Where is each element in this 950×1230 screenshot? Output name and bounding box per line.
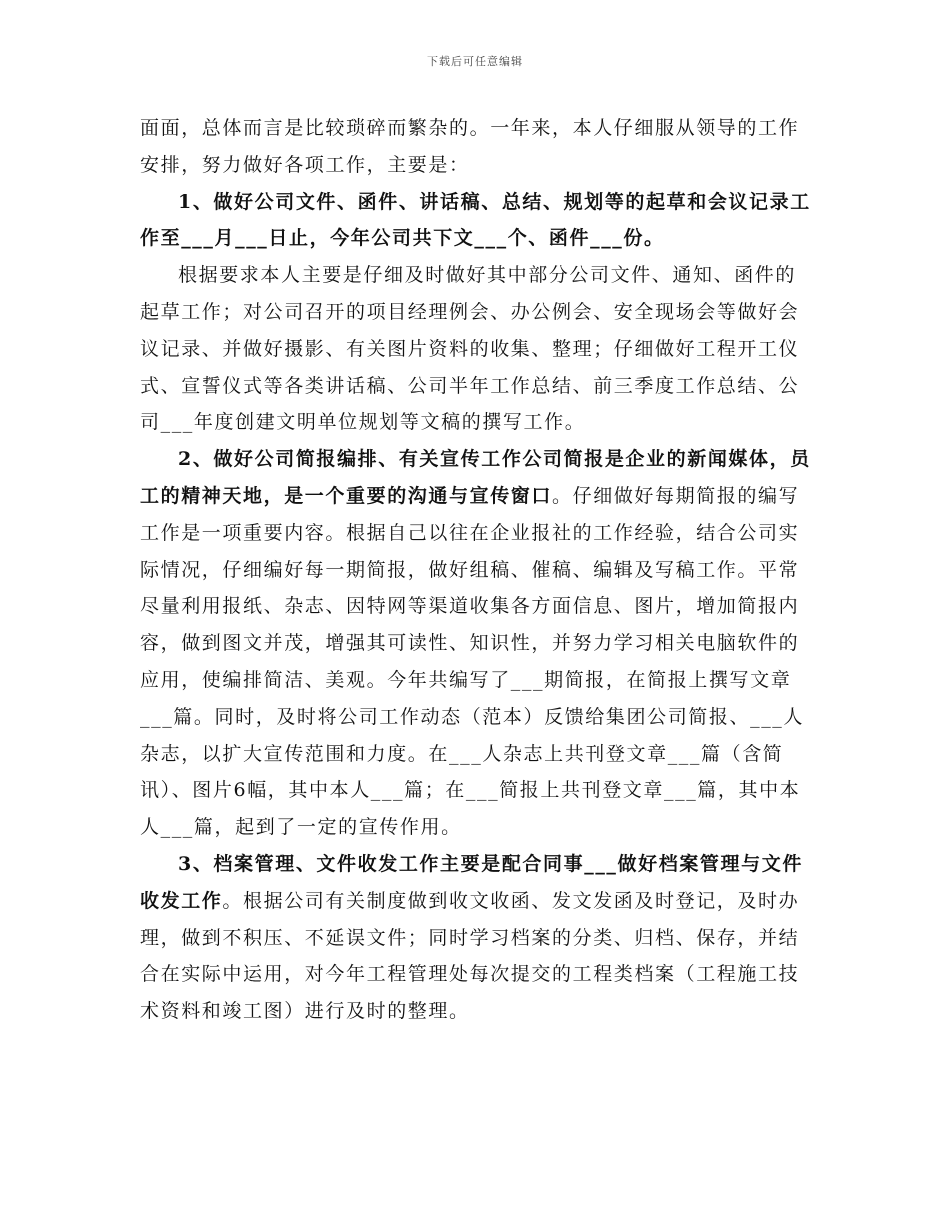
item-3-body: 。根据公司有关制度做到收文收函、发文发函及时登记，及时办理，做到不积压、不延误文件；同时学习档案的分类、归档、保存，并结合在实际中运用，对今年工程管理处每次提交的工程类档案（工程施工技术资料和竣工图）进行及时的整理。 <box>140 889 800 1023</box>
paragraph-item-1-heading: 1、做好公司文件、函件、讲话稿、总结、规划等的起草和会议记录工作至___月___日止，今年公司共下文___个、函件___份。 <box>140 190 811 250</box>
paragraph-item-2 <box>140 441 812 846</box>
paragraph-item-3 <box>140 846 812 1030</box>
item-2-heading: 2、做好公司简报编排、有关宣传工作公司简报是企业的新闻媒体，员工的精神天地，是一个重要的沟通与宣传窗口 <box>140 448 811 507</box>
paragraph-item-1-body: 根据要求本人主要是仔细及时做好其中部分公司文件、通知、函件的起草工作；对公司召开的项目经理例会、办公例会、安全现场会等做好会议记录、并做好摄影、有关图片资料的收集、整理；仔细做好工程开工仪式、宣誓仪式等各类讲话稿、公司半年工作总结、前三季度工作总结、公司___年度创建文明单位规划等文稿的撰写工作。 <box>140 264 800 434</box>
item-3-heading: 3、档案管理、文件收发工作主要是配合同事___做好档案管理与文件收发工作 <box>140 852 803 912</box>
document-body <box>140 110 812 1030</box>
item-2-body: 。仔细做好每期简报的编写工作是一项重要内容。根据自己以往在企业报社的工作经验，结合公司实际情况，仔细编好每一期简报，做好组稿、催稿、编辑及写稿工作。平常尽量利用报纸、杂志、因特网等渠道收集各方面信息、图片，增加简报内容，做到图文并茂，增强其可读性、知识性，并努力学习相关电脑软件的应用，使编排简洁、美观。今年共编写了___期简报，在简报上撰写文章___篇。同时，及时将公司工作动态（范本）反馈给集团公司简报、___人杂志，以扩大宣传范围和力度。在___人杂志上共刊登文章___篇（含简讯）、图片6幅，其中本人___篇；在___简报上共刊登文章___篇，其中本人___篇，起到了一定的宣传作用。 <box>140 484 805 839</box>
page-header: 下载后可任意编辑 <box>427 55 523 68</box>
paragraph-intro: 面面，总体而言是比较琐碎而繁杂的。一年来，本人仔细服从领导的工作安排，努力做好各项工作，主要是： <box>140 117 800 176</box>
